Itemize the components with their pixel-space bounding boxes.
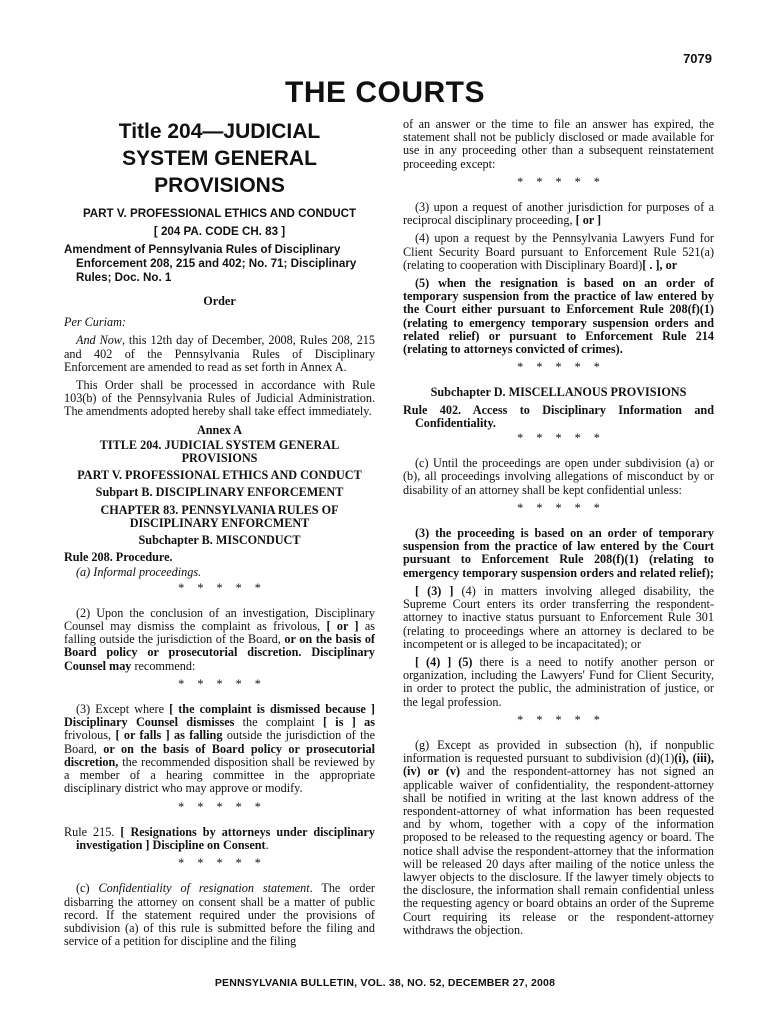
r-pg-bold: (i), bbox=[674, 751, 689, 766]
ellipsis-stars: * * * * * bbox=[517, 712, 600, 727]
paragraph-5-temporary-suspension: (5) when the resignation is based on an order of temporary suspension from the practice of law entered by the Court either pursuant to Enforcement Rule 208(f)(1) (relating to emergency temporary suspension orders and related relief) or pursuant to Enforcement Rule 214 (relating to attorneys convicted of crimes). bbox=[403, 276, 714, 357]
paragraph-c-confidentiality bbox=[64, 882, 375, 948]
p2-text-3: recommend: bbox=[131, 658, 196, 673]
informal-proceedings: (a) Informal proceedings. bbox=[76, 565, 202, 580]
p3-bold-4: or on the basis of Board policy or prosecutorial discretion, bbox=[64, 741, 375, 769]
r-p34-bracket: [ (3) ] bbox=[415, 583, 454, 598]
paragraph-4-request bbox=[403, 232, 714, 272]
chapter-heading: CHAPTER 83. PENNSYLVANIA RULES OF DISCIPLINARY ENFORCMENT bbox=[100, 502, 339, 530]
rule-208-heading: Rule 208. Procedure. bbox=[64, 550, 173, 565]
r-p34-text: (4) in matters involving alleged disability, the Supreme Court enters its order transferring the respondent-attorney to inactive status pursuant to Enforcement Rule 301 (relating to proceedings where an attorney is declared to be incompetent or is alleged to be incapacitated); or bbox=[403, 583, 714, 651]
r-p45-bracket: [ (4) ] bbox=[415, 654, 452, 669]
part-heading: PART V. PROFESSIONAL ETHICS AND CONDUCT bbox=[82, 207, 357, 220]
subpart-heading: Subpart B. DISCIPLINARY ENFORCEMENT bbox=[95, 485, 344, 500]
r-pg-bold-2: (iii), (iv) or (v) bbox=[403, 751, 714, 779]
page-footer: PENNSYLVANIA BULLETIN, VOL. 38, NO. 52, DECEMBER 27, 2008 bbox=[214, 977, 556, 989]
ellipsis-stars: * * * * * bbox=[517, 500, 600, 515]
p2-bracket: [ or ] bbox=[326, 619, 359, 634]
continued-paragraph: of an answer or the time to file an answer has expired, the statement shall not be publicly disclosed or made available for use in any proceeding other than a subsequent reinstatement proceeding except: bbox=[403, 117, 714, 171]
masthead-title: THE COURTS bbox=[285, 76, 485, 109]
pc-italic: Confidentiality of resignation statement bbox=[98, 881, 310, 896]
p3-text-4: outside the jurisdiction of the Board, bbox=[64, 728, 375, 756]
r-p45-bold: (5) bbox=[451, 654, 473, 669]
r-p3-text: (3) upon a request of another jurisdiction for purposes of a reciprocal disciplinary proceeding, bbox=[403, 200, 714, 228]
r-p3-bracket: [ or ] bbox=[575, 213, 602, 228]
rule-215-period: . bbox=[265, 837, 269, 852]
subchapter-d-heading: Subchapter D. MISCELLANOUS PROVISIONS bbox=[430, 385, 687, 400]
p2-bold: or on the basis of Board policy or prosecutorial discretion. Disciplinary Counsel may bbox=[64, 632, 375, 673]
this-order-paragraph: This Order shall be processed in accordance with Rule 103(b) of the Pennsylvania Rules of Judicial Administration. The amendments adopted hereby shall take effect immediately. bbox=[64, 378, 375, 419]
paragraph-5-notify bbox=[403, 656, 714, 709]
p3-bold-3: [ or falls ] as falling bbox=[115, 728, 223, 743]
ellipsis-stars: * * * * * bbox=[517, 431, 600, 446]
p3-text: (3) Except where bbox=[76, 702, 170, 717]
document-title: Title 204—JUDICIAL SYSTEM GENERAL PROVISIONS bbox=[118, 120, 321, 197]
page-number: 7079 bbox=[683, 51, 712, 66]
paragraph-3-request bbox=[403, 201, 714, 227]
ellipsis-stars: * * * * * bbox=[178, 580, 261, 595]
p3-text-5: the recommended disposition shall be reviewed by a member of a hearing committee in the appropriate disciplinary district who may approve or modify. bbox=[64, 754, 375, 796]
paragraph-g-nonpublic bbox=[403, 739, 714, 937]
rule-215-bold: [ Resignations by attorneys under disciplinary investigation ] Discipline on Consent bbox=[76, 824, 376, 852]
r-pg-text: (g) Except as provided in subsection (h), if nonpublic information is requested pursuant to subdivision (d)(1) bbox=[403, 737, 714, 766]
p3-bold: [ the complaint is dismissed because ] Disciplinary Counsel dismisses bbox=[64, 702, 375, 730]
ellipsis-stars: * * * * * bbox=[178, 799, 261, 814]
r-pg-text-2: and the respondent-attorney has not signed an applicable waiver of confidentiality, the respondent-attorney shall be notified in writing at the last known address of the respondent-attorney of what information has been requested and by whom, together with a copy of the information proposed to be released to the requesting agency or board. The notice shall advise the respondent-attorney that the information will be released 20 days after mailing of the notice unless the lawyer objects to the disclosure. If the lawyer timely objects to the disclosure, the information shall remain confidential unless the requesting agency or board obtains an order of the Supreme Court requiring its release or the respondent-attorney withdraws the objection. bbox=[403, 764, 715, 937]
p3-text-3: frivolous, bbox=[64, 728, 116, 743]
p3-bold-2: [ is ] as bbox=[322, 715, 375, 730]
p2-text: (2) Upon the conclusion of an investigation, Disciplinary Counsel may dismiss the complaint as frivolous, bbox=[64, 605, 375, 634]
right-column bbox=[403, 118, 714, 942]
order-heading: Order bbox=[203, 294, 236, 308]
title-204-heading: TITLE 204. JUDICIAL SYSTEM GENERAL PROVISIONS bbox=[99, 437, 340, 466]
paragraph-4-disability bbox=[403, 585, 714, 651]
per-curiam: Per Curiam: bbox=[64, 315, 126, 330]
and-now-text: , this 12th day of December, 2008, Rules 208, 215 and 402 of the Pennsylvania Rules of Disciplinary Enforcement are amended to read as set forth in Annex A. bbox=[64, 333, 375, 374]
p3-text-2: the complaint bbox=[234, 715, 323, 730]
ellipsis-stars: * * * * * bbox=[178, 856, 261, 871]
rule-215-label: Rule 215. bbox=[64, 824, 121, 839]
left-column bbox=[64, 118, 375, 953]
subchapter-heading: Subchapter B. MISCONDUCT bbox=[138, 533, 301, 548]
code-reference: [ 204 PA. CODE CH. 83 ] bbox=[153, 225, 286, 238]
r-p4-text: (4) upon a request by the Pennsylvania Lawyers Fund for Client Security Board pursuant to Enforcement Rule 521(a) (relating to cooperation with Disciplinary Board) bbox=[403, 231, 714, 272]
pc-text: . The order disbarring the attorney on consent shall be a matter of public record. If the statement required under the provisions of subdivision (a) of this rule is submitted before the filing and service of a petition for discipline and the filing bbox=[64, 881, 375, 949]
annex-heading: Annex A bbox=[196, 422, 243, 437]
p2-text-2: as falling outside the jurisdiction of the Board, bbox=[64, 619, 376, 647]
ellipsis-stars: * * * * * bbox=[517, 174, 600, 189]
paragraph-3 bbox=[64, 703, 375, 795]
paragraph-2 bbox=[64, 607, 375, 673]
paragraph-3-new: (3) the proceeding is based on an order of temporary suspension from the practice of law entered by the Court pursuant to Enforcement Rule 208(f)(1) (relating to emergency temporary suspension orders and related relief); bbox=[403, 526, 714, 580]
part-5-heading: PART V. PROFESSIONAL ETHICS AND CONDUCT bbox=[77, 468, 362, 483]
and-now-italic: And Now bbox=[76, 333, 122, 348]
r-p4-bold: [ . ], or bbox=[642, 257, 678, 272]
r-p45-text: there is a need to notify another person or organization, including the Lawyers' Fund for Client Security, in order to protect the public, the administration of justice, or the legal profession. bbox=[403, 654, 715, 709]
pc-label: (c) bbox=[76, 881, 99, 896]
rule-215-heading bbox=[64, 826, 375, 852]
and-now-paragraph bbox=[64, 334, 375, 374]
ellipsis-stars: * * * * * bbox=[517, 360, 600, 375]
ellipsis-stars: * * * * * bbox=[178, 676, 261, 691]
rule-402-heading: Rule 402. Access to Disciplinary Information and Confidentiality. bbox=[403, 402, 714, 430]
amendment-heading: Amendment of Pennsylvania Rules of Disciplinary Enforcement 208, 215 and 402; No. 71; Disciplinary Rules; Doc. No. 1 bbox=[64, 243, 357, 284]
paragraph-c-until: (c) Until the proceedings are open under subdivision (a) or (b), all proceedings involving allegations of misconduct by or disability of an attorney shall be kept confidential unless: bbox=[403, 456, 714, 497]
